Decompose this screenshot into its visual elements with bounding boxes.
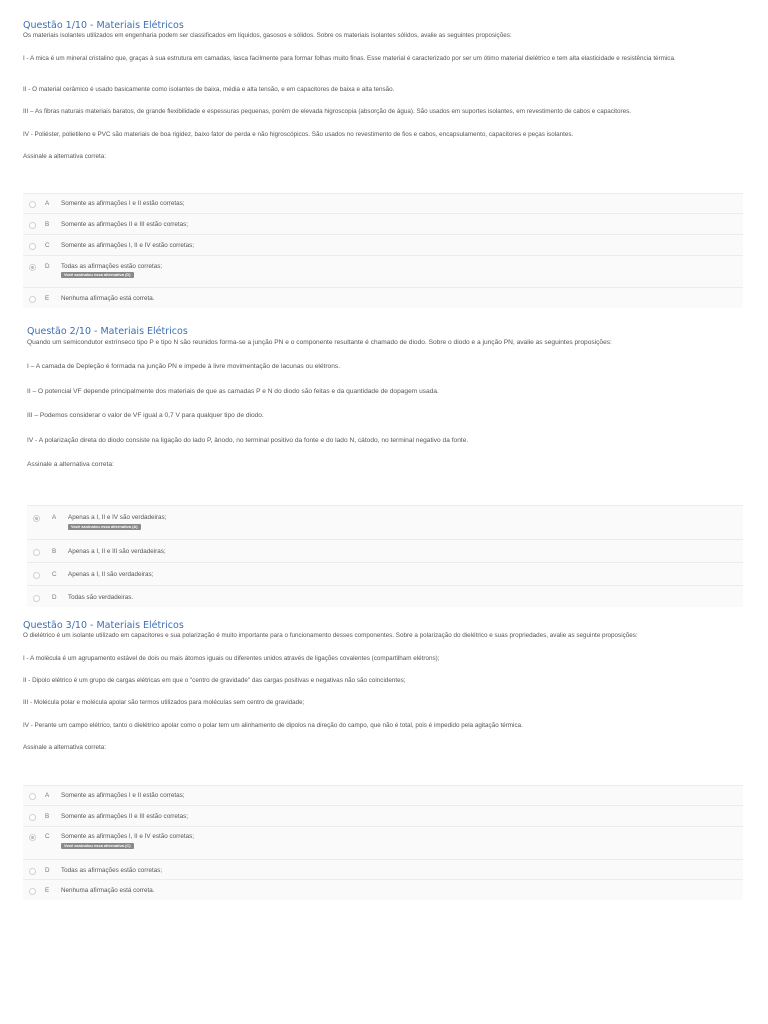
alternative-text: Todas as afirmações estão corretas;: [61, 867, 163, 874]
question-intro: O dielétrico é um isolante utilizado em capacitores e sua polarização é muito importante para o funcionamento desses componentes. Sobre a polarização do dielétrico e suas propriedades, avalie as seguinte proposições:: [23, 632, 638, 639]
radio-icon[interactable]: [29, 264, 36, 271]
alternative-letter: A: [45, 200, 50, 207]
alternative-text: Somente as afirmações I, II e IV estão corretas;: [61, 833, 194, 840]
alternative-c[interactable]: [27, 562, 743, 586]
radio-icon[interactable]: [29, 793, 36, 800]
radio-icon[interactable]: [33, 595, 40, 602]
alternative-b[interactable]: [23, 805, 743, 827]
alternative-text: Somente as afirmações I e II estão corretas;: [61, 200, 185, 207]
proposition-1: I – A camada de Depleção é formada na junção PN e impede à livre movimentação de lacunas ou elétrons.: [27, 363, 341, 370]
alternative-text: Todas são verdadeiras.: [68, 594, 134, 601]
proposition-2: II – O potencial VF depende principalmente dos materiais de que as camadas P e N do diodo são feitas e da quantidade de dopagem usada.: [27, 388, 439, 395]
radio-icon[interactable]: [29, 201, 36, 208]
alternative-letter: B: [52, 548, 57, 555]
alternative-letter: D: [52, 594, 57, 601]
alternative-letter: C: [52, 571, 57, 578]
radio-icon[interactable]: [29, 296, 36, 303]
alternative-text: Apenas a I, II e III são verdadeiras;: [68, 548, 166, 555]
radio-icon[interactable]: [33, 549, 40, 556]
alternative-text: Somente as afirmações I e II estão corretas;: [61, 792, 185, 799]
radio-icon[interactable]: [29, 834, 36, 841]
proposition-3: III – As fibras naturais materiais baratos, de grande flexibilidade e espessuras pequenas, porém de elevada higroscopia (absorção de água). São usados em suportes isolantes, em revestimento de cabos e capacitores.: [23, 108, 631, 115]
question-intro: Quando um semicondutor extrínseco tipo P e tipo N são reunidos forma-se a junção PN e o componente resultante é chamado de diodo. Sobre o diodo e a junção PN, avalie as seguintes proposições:: [27, 339, 612, 346]
alternatives-list: [23, 193, 743, 308]
alternative-b[interactable]: [27, 539, 743, 563]
proposition-2: II - Dipolo elétrico é um grupo de cargas elétricas em que o "centro de gravidade" das cargas positivas e negativas não são coincidentes;: [23, 677, 406, 684]
alternative-c[interactable]: [23, 826, 743, 860]
alternative-letter: D: [45, 867, 50, 874]
selected-answer-badge: Você assinalou essa alternativa (C): [61, 843, 134, 849]
alternative-e[interactable]: [23, 287, 743, 309]
alternatives-list: [27, 505, 743, 607]
radio-icon[interactable]: [29, 888, 36, 895]
proposition-3: III – Podemos considerar o valor de VF igual a 0,7 V para qualquer tipo de diodo.: [27, 412, 264, 419]
radio-icon[interactable]: [33, 515, 40, 522]
alternative-text: Apenas a I, II são verdadeiras;: [68, 571, 154, 578]
answer-prompt: Assinale a alternativa correta:: [23, 153, 106, 160]
radio-icon[interactable]: [29, 868, 36, 875]
alternative-text: Apenas a I, II e IV são verdadeiras;: [68, 514, 167, 521]
alternative-text: Todas as afirmações estão corretas;: [61, 263, 163, 270]
alternative-text: Nenhuma afirmação está correta.: [61, 887, 155, 894]
alternatives-list: [23, 785, 743, 900]
alternative-letter: C: [45, 833, 50, 840]
question-statement: [23, 32, 745, 162]
proposition-4: IV - Poliéster, polietileno e PVC são materiais de boa rigidez, baixo fator de perda e não higroscópicos. São usados no revestimento de fios e cabos, encapsulamento, capacitores e peças isolantes.: [23, 131, 574, 138]
proposition-4: IV - Perante um campo elétrico, tanto o dielétrico apolar como o polar tem um alinhamento de dipolos na direção do campo, que não é total, pois é impedido pela agitação térmica.: [23, 722, 523, 729]
question-title: Questão 1/10 - Materiais Elétricos: [23, 20, 184, 31]
alternative-text: Nenhuma afirmação está correta.: [61, 295, 155, 302]
proposition-2: II - O material cerâmico é usado basicamente como isolantes de baixa, média e alta tensão, e em capacitores de baixa e alta tensão.: [23, 86, 395, 93]
alternative-letter: B: [45, 221, 50, 228]
alternative-letter: E: [45, 295, 50, 302]
alternative-letter: B: [45, 813, 50, 820]
alternative-letter: C: [45, 242, 50, 249]
proposition-1: I - A mica é um mineral cristalino que, graças à sua estrutura em camadas, lasca facilmente para formar folhas muito finas. Esse material é caracterizado por ser um ótimo material dielétrico e tem alta elasticidade e resistência térmica.: [23, 55, 676, 62]
proposition-3: III - Molécula polar e molécula apolar são termos utilizados para moléculas sem centro de gravidade;: [23, 699, 305, 706]
answer-prompt: Assinale a alternativa correta:: [27, 461, 114, 468]
question-title: Questão 3/10 - Materiais Elétricos: [23, 620, 184, 631]
alternative-d[interactable]: [23, 859, 743, 880]
question-intro: Os materiais isolantes utilizados em engenharia podem ser classificados em líquidos, gasosos e sólidos. Sobre os materiais isolantes sólidos, avalie as seguintes proposições:: [23, 32, 512, 39]
selected-answer-badge: Você assinalou essa alternativa (A): [68, 524, 141, 530]
alternative-text: Somente as afirmações II e III estão corretas;: [61, 221, 189, 228]
alternative-a[interactable]: [23, 785, 743, 806]
answer-prompt: Assinale a alternativa correta:: [23, 744, 106, 751]
alternative-letter: D: [45, 263, 50, 270]
alternative-d[interactable]: [23, 255, 743, 288]
selected-answer-badge: Você assinalou essa alternativa (D): [61, 272, 134, 278]
alternative-text: Somente as afirmações I, II e IV estão corretas;: [61, 242, 194, 249]
proposition-4: IV - A polarização direta do diodo consiste na ligação do lado P, ânodo, no terminal positivo da fonte e do lado N, cátodo, no terminal negativo da fonte.: [27, 437, 469, 444]
radio-icon[interactable]: [33, 572, 40, 579]
radio-icon[interactable]: [29, 814, 36, 821]
proposition-1: I - A molécula é um agrupamento estável de dois ou mais átomos iguais ou diferentes unidos através de ligações covalentes (compartilham elétrons);: [23, 655, 440, 662]
radio-icon[interactable]: [29, 222, 36, 229]
alternative-d[interactable]: [27, 585, 743, 608]
alternative-text: Somente as afirmações II e III estão corretas;: [61, 813, 189, 820]
alternative-letter: A: [52, 514, 57, 521]
radio-icon[interactable]: [29, 243, 36, 250]
question-statement: [27, 339, 743, 469]
alternative-b[interactable]: [23, 213, 743, 235]
question-statement: [23, 632, 745, 762]
alternative-c[interactable]: [23, 234, 743, 256]
alternative-a[interactable]: [27, 505, 743, 540]
alternative-letter: E: [45, 887, 50, 894]
alternative-letter: A: [45, 792, 50, 799]
question-title: Questão 2/10 - Materiais Elétricos: [27, 326, 188, 337]
alternative-e[interactable]: [23, 879, 743, 901]
alternative-a[interactable]: [23, 193, 743, 214]
